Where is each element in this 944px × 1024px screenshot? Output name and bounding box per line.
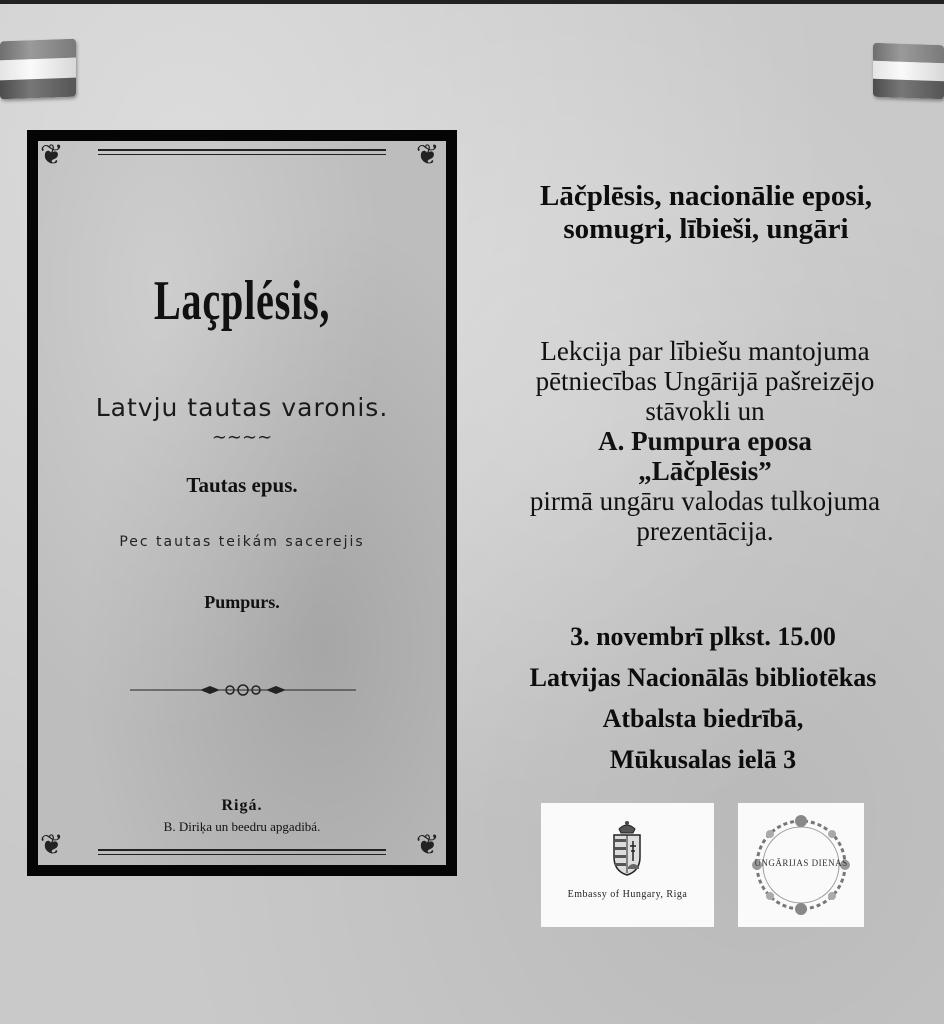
embassy-logo xyxy=(541,803,714,927)
divider-ornament-icon xyxy=(130,683,356,697)
lecture-line: pētniecības Ungārijā pašreizējo xyxy=(535,366,875,396)
book-city: Rigá. xyxy=(221,797,263,814)
cover-top-rule xyxy=(98,149,386,155)
hungarian-days-logo xyxy=(738,803,864,927)
lecture-line: Lekcija par lībiešu mantojuma xyxy=(540,336,870,366)
book-cover xyxy=(38,138,446,865)
event-datetime: 3. novembrī plkst. 15.00 xyxy=(570,622,836,651)
book-title: Laçplésis, xyxy=(153,270,331,332)
lecture-line: prezentācija. xyxy=(636,516,774,546)
embassy-name: Embassy of Hungary, Riga xyxy=(567,889,688,900)
corner-ornament-icon: ❦ xyxy=(40,828,64,861)
lecture-line-bold: „Lāčplēsis” xyxy=(638,456,772,486)
event-address: Mūkusalas ielā 3 xyxy=(609,745,797,774)
book-genre: Tautas epus. xyxy=(186,473,298,497)
hungarian-days-title: UNGĀRIJAS DIENAS xyxy=(754,858,848,868)
event-venue: Latvijas Nacionālās bibliotēkas xyxy=(529,663,877,692)
lecture-line: pirmā ungāru valodas tulkojuma xyxy=(529,486,881,516)
event-heading xyxy=(468,180,944,246)
event-details xyxy=(462,616,944,780)
hungarian-flag-right xyxy=(873,43,944,99)
latvian-flag-left xyxy=(0,39,76,100)
corner-ornament-icon: ❦ xyxy=(40,138,64,171)
book-publisher: B. Diriķa un beedru apgadibá. xyxy=(163,819,321,834)
heading-line: Lāčplēsis, nacionālie eposi, xyxy=(540,180,872,212)
lecture-line-bold: A. Pumpura eposa xyxy=(598,426,812,456)
squiggle-ornament-icon: ∼∼∼∼ xyxy=(211,427,273,448)
book-author: Pumpurs. xyxy=(204,592,280,612)
cover-bottom-rule xyxy=(98,849,386,855)
corner-ornament-icon: ❦ xyxy=(416,138,440,171)
lecture-line: stāvokli un xyxy=(645,396,765,426)
top-border xyxy=(0,0,944,4)
hungarian-crest-icon xyxy=(611,819,643,877)
corner-ornament-icon: ❦ xyxy=(416,828,440,861)
book-subtitle: Latvju tautas varonis. xyxy=(95,393,389,422)
event-venue: Atbalsta biedrībā, xyxy=(602,704,804,733)
lecture-description xyxy=(466,336,944,546)
book-credit: Pec tautas teikám sacerejis xyxy=(119,534,365,550)
heading-line: somugri, lībieši, ungāri xyxy=(563,213,849,245)
